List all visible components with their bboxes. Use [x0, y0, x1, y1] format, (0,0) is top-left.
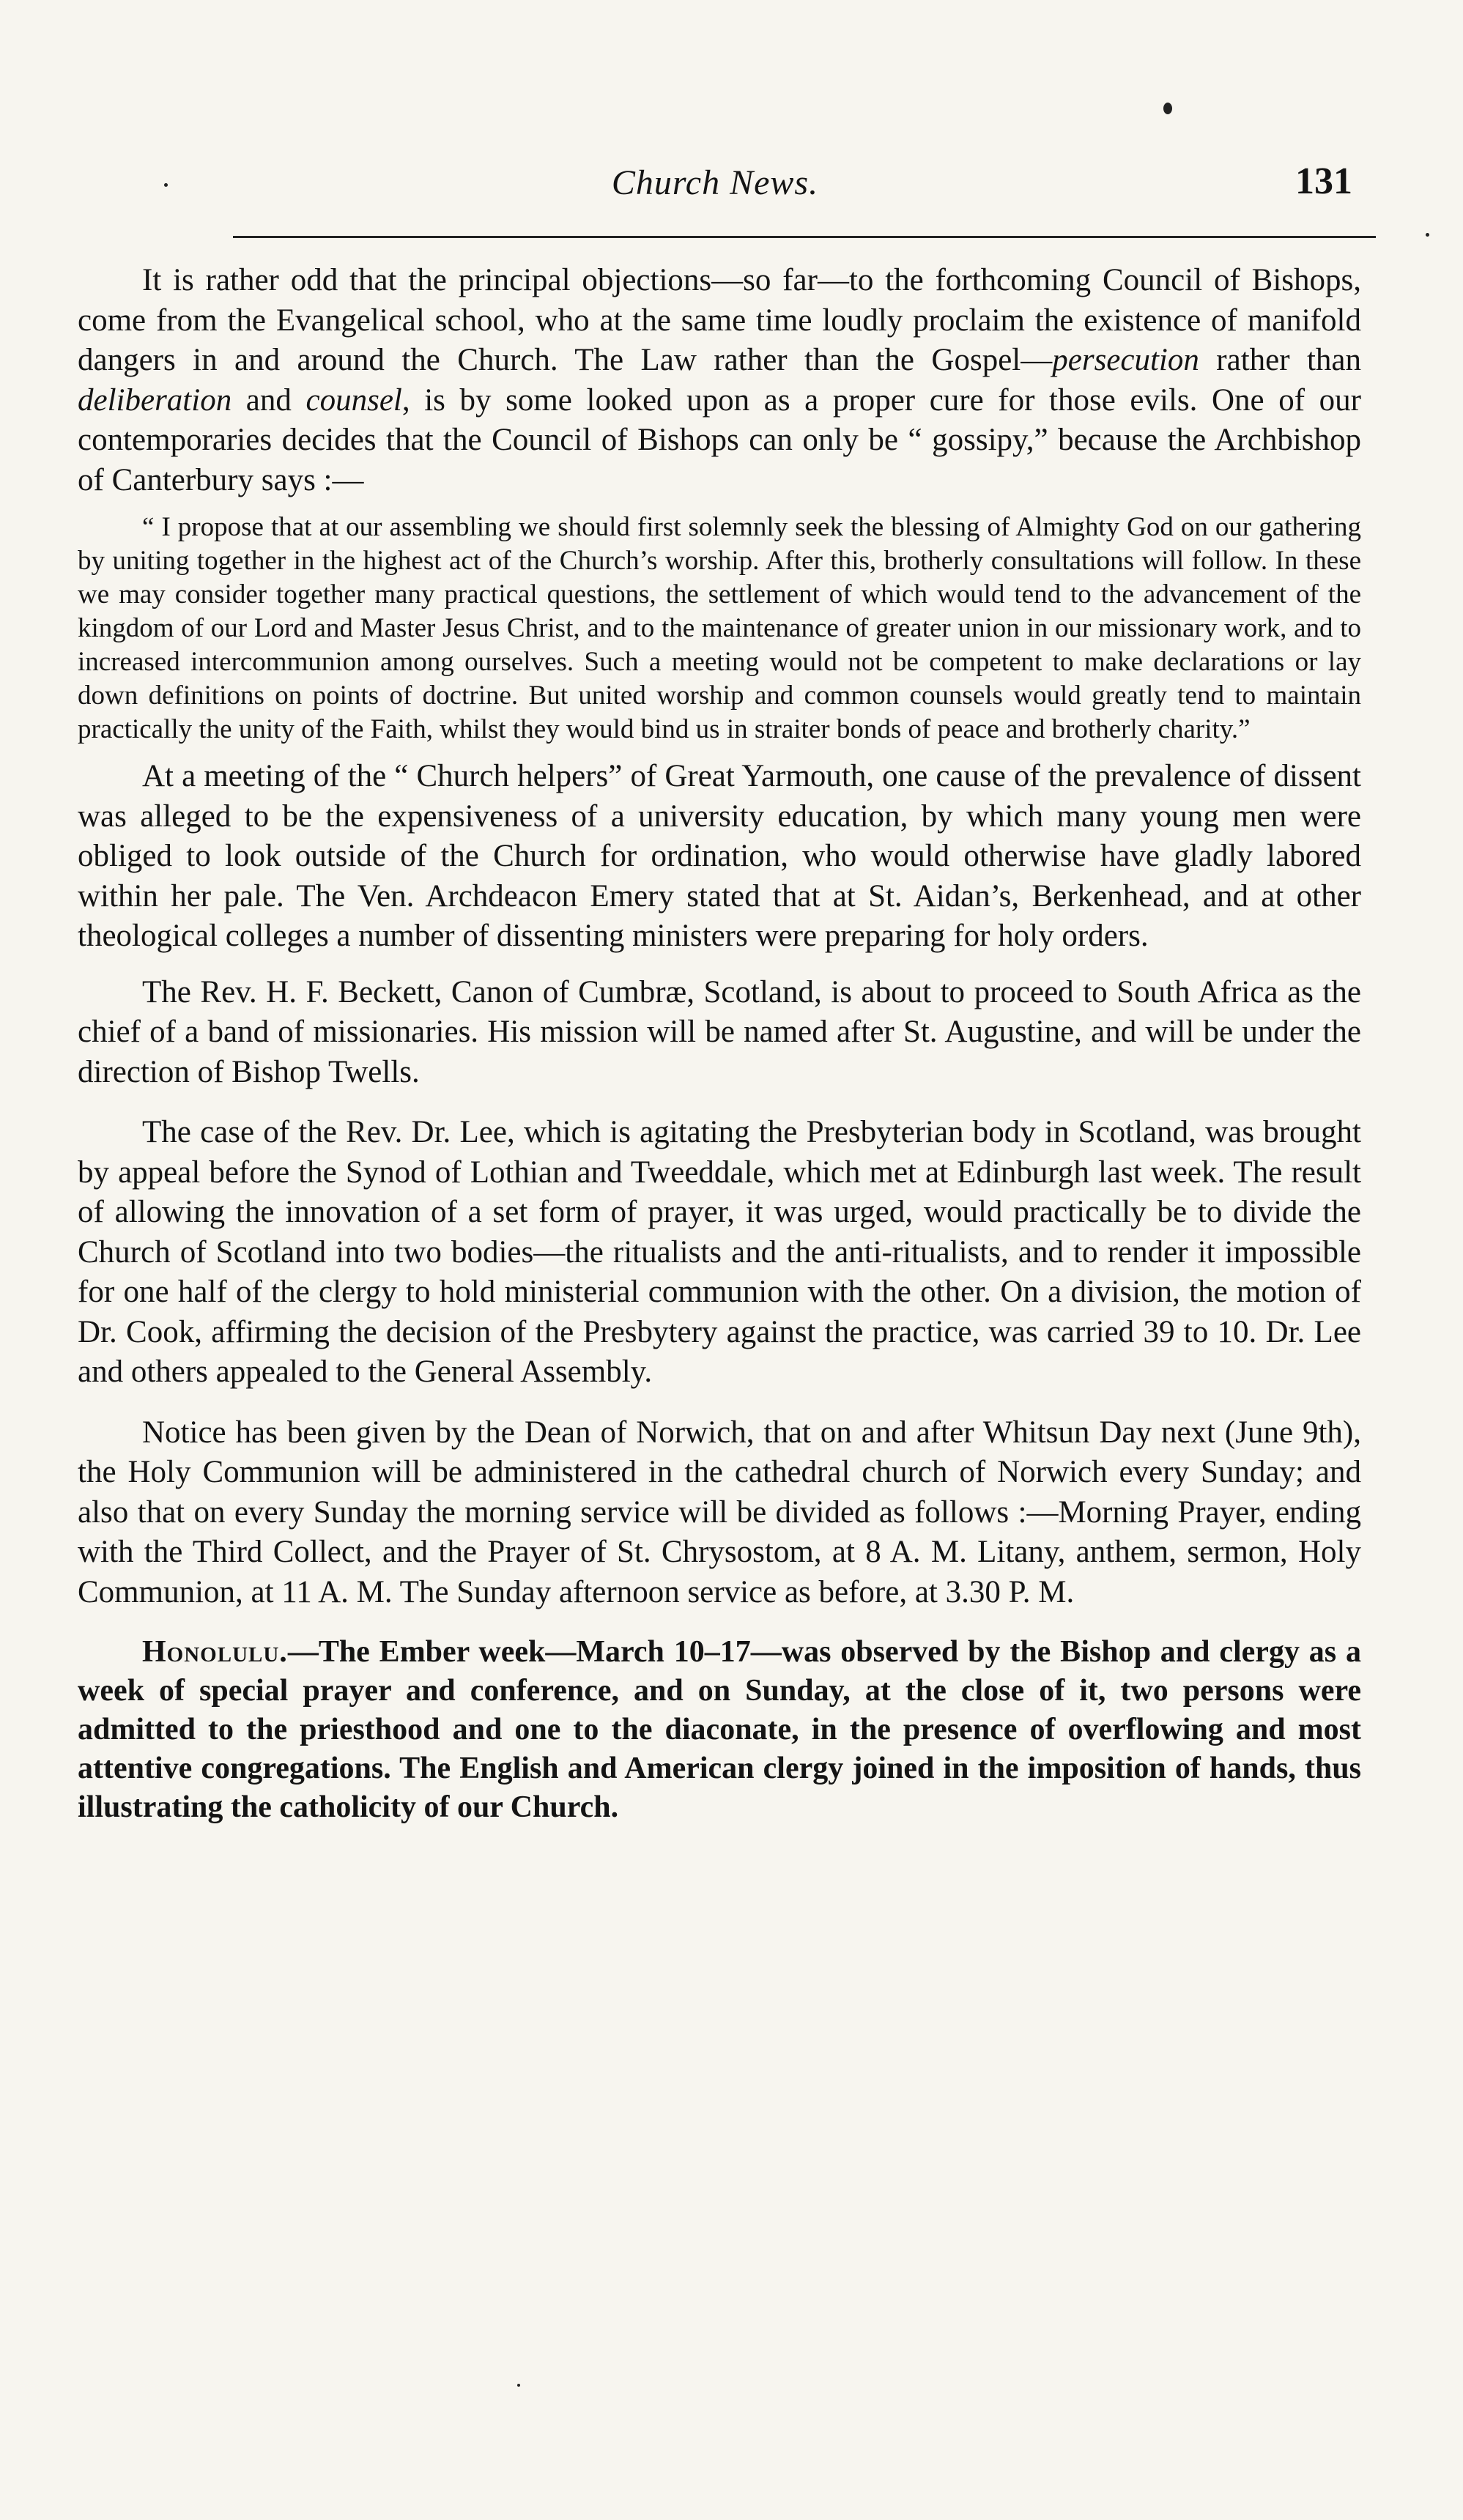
running-head — [78, 160, 1352, 211]
ink-speck — [517, 2384, 520, 2387]
emphasis-persecution: persecution — [1052, 343, 1199, 377]
text-run: —The Ember week—March 10–17—was observed by the Bishop and clergy as a week of special prayer and conference, and on Sunday, at the close of it, two persons were admitted to the priesthood and one to the diaconate, in the presence of overflowing and most attentive congregations. The English and American clergy joined in the imposition of hands, thus illustrating the catholicity of our Church. — [78, 1635, 1361, 1824]
ink-speck — [1163, 103, 1172, 114]
emphasis-deliberation: deliberation — [78, 382, 232, 418]
emphasis-counsel: counsel — [305, 382, 402, 418]
article-body — [78, 261, 1361, 1827]
paragraph-council-of-bishops — [78, 261, 1361, 500]
text-run: and — [232, 382, 306, 418]
ink-speck — [1426, 233, 1429, 237]
text-run: It is rather odd that the principal objections—so far—to the forthcoming Council of Bishops, come from the Evangelical school, who at the same time loudly proclaim the existence of manifold dangers in and around the Church. The Law rather than the Gospel— — [78, 263, 1361, 377]
page-number: 131 — [1295, 160, 1352, 202]
archbishop-quotation: “ I propose that at our assembling we should first solemnly seek the blessing of Almighty God on our gathering by uniting together in the highest act of the Church’s worship. After this, brotherly consultations will follow. In these we may consider together many practical questions, the settlement of which would tend to the advancement of the kingdom of our Lord and Master Jesus Christ, and to the maintenance of greater union in our missionary work, and to increased intercommunion among ourselves. Such a meeting would not be competent to make declarations or lay down definitions on points of doctrine. But united worship and common counsels would greatly tend to maintain practically the unity of the Faith, whilst they would bind us in straiter bonds of peace and brotherly charity.” — [78, 512, 1361, 744]
paragraph-great-yarmouth: At a meeting of the “ Church helpers” of Great Yarmouth, one cause of the prevalence of dissent was alleged to be the expensiveness of a university education, by which many young men were obliged to look outside of the Church for ordination, who would otherwise have gladly labored within her pale. The Ven. Archdeacon Emery stated that at St. Aidan’s, Berkenhead, and at other theological colleges a number of dissenting ministers were preparing for holy orders. — [78, 759, 1361, 953]
place-lead: Honolulu. — [142, 1635, 288, 1669]
text-run: rather than — [1199, 343, 1361, 377]
running-title: Church News. — [611, 163, 819, 202]
header-rule — [233, 236, 1376, 238]
ink-speck — [164, 183, 168, 187]
text-run: , is by some looked upon as a proper cure for those evils. One of our contemporaries decides that the Council of Bishops can only be “ gossipy,” because the Archbishop of Canterbury says :— — [78, 382, 1361, 497]
paragraph-norwich: Notice has been given by the Dean of Norwich, that on and after Whitsun Day next (June 9th), the Holy Communion will be administered in the cathedral church of Norwich every Sunday; and also that on every Sunday the morning service will be divided as follows :—Morning Prayer, ending with the Third Collect, and the Prayer of St. Chrysostom, at 8 A. M. Litany, anthem, sermon, Holy Communion, at 11 A. M. The Sunday afternoon service as before, at 3.30 P. M. — [78, 1415, 1361, 1609]
paragraph-dr-lee: The case of the Rev. Dr. Lee, which is agitating the Presbyterian body in Scotland, was brought by appeal before the Synod of Lothian and Tweeddale, which met at Edinburgh last week. The result of allowing the innovation of a set form of prayer, it was urged, would practically be to divide the Church of Scotland into two bodies—the ritualists and the anti-ritualists, and to render it impossible for one half of the clergy to hold ministerial communion with the other. On a division, the motion of Dr. Cook, affirming the decision of the Presbytery against the practice, was carried 39 to 10. Dr. Lee and others appealed to the General Assembly. — [78, 1115, 1361, 1389]
paragraph-honolulu — [78, 1633, 1361, 1827]
paragraph-beckett: The Rev. H. F. Beckett, Canon of Cumbræ, Scotland, is about to proceed to South Africa as the chief of a band of missionaries. His mission will be named after St. Augustine, and will be under the direction of Bishop Twells. — [78, 974, 1361, 1089]
